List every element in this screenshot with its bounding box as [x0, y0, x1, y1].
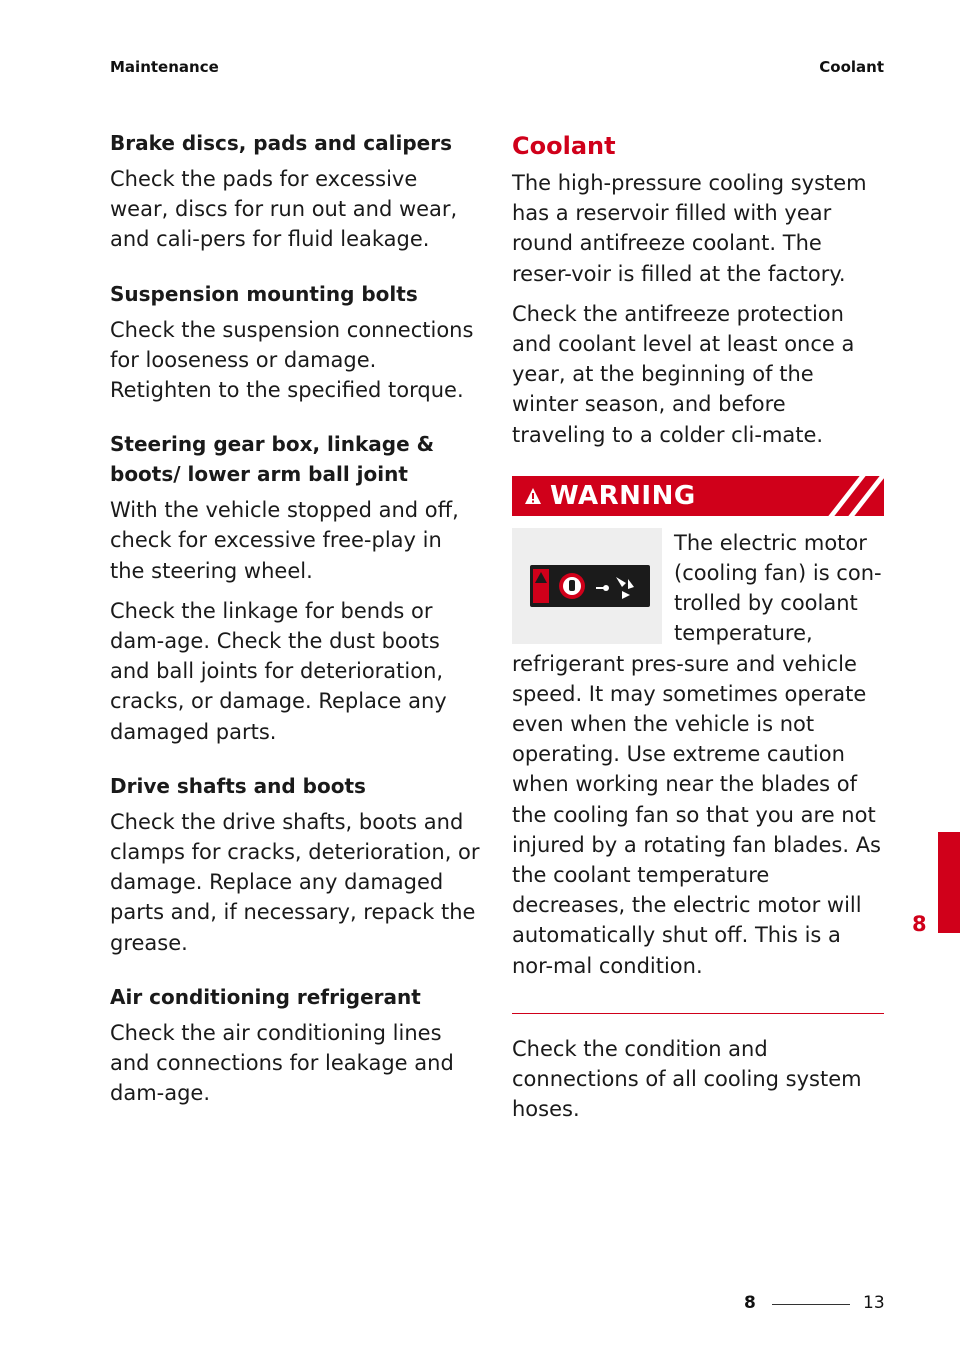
footer-chapter-number: 8	[744, 1293, 756, 1313]
warning-triangle-icon	[524, 487, 542, 505]
chapter-tab-number: 8	[912, 912, 927, 936]
section-title: Steering gear box, linkage & boots/ lower arm ball joint	[110, 432, 435, 487]
coolant-heading: Coolant	[512, 132, 616, 160]
right-column	[512, 128, 884, 1134]
chapter-tab	[938, 832, 960, 933]
running-header-chapter: Coolant	[819, 58, 884, 76]
paragraph: Check the pads for excessive wear, discs for run out and wear, and cali-pers for fluid leakage.	[110, 167, 458, 252]
left-column	[110, 128, 480, 1132]
paragraph: Check the suspension connections for looseness or damage. Retighten to the specified torque.	[110, 317, 474, 403]
paragraph: With the vehicle stopped and off, check for excessive free-play in the steering wheel.	[110, 498, 459, 583]
warning-label: WARNING	[550, 480, 696, 511]
footer-page-number: 13	[863, 1293, 885, 1313]
footer-divider	[772, 1304, 850, 1305]
caution-sticker-icon	[530, 565, 650, 607]
paragraph: Check the condition and connections of all cooling system hoses.	[512, 1036, 862, 1122]
section-brakes	[110, 128, 480, 255]
warning-text: The electric motor (cooling fan) is con-trolled by coolant temperature, refrigerant pres-sure and vehicle speed. It may sometimes operate even when the vehicle is not operating. Use extreme caution when working near the blades of the cooling fan so that you are not injured by a rotating fan blades. As the coolant temperature decreases, the electric motor will automatically shut off. This is a nor-mal condition.	[512, 530, 882, 978]
warning-body	[512, 528, 884, 991]
section-suspension	[110, 279, 480, 406]
section-air-conditioning	[110, 982, 480, 1109]
paragraph: The high-pressure cooling system has a reservoir filled with year round antifreeze coolant. The reser-voir is filled at the factory.	[512, 171, 867, 286]
section-title: Suspension mounting bolts	[110, 281, 418, 306]
paragraph: Check the linkage for bends or dam-age. Check the dust boots and ball joints for deterioration, cracks, or damage. Replace any damaged parts.	[110, 598, 447, 744]
warning-end-divider	[512, 1013, 884, 1014]
section-title: Drive shafts and boots	[110, 773, 366, 798]
section-title: Air conditioning refrigerant	[110, 984, 421, 1009]
paragraph: Check the air conditioning lines and connections for leakage and dam-age.	[110, 1020, 454, 1106]
section-steering	[110, 429, 480, 747]
section-title: Brake discs, pads and calipers	[110, 131, 453, 155]
paragraph: Check the drive shafts, boots and clamps for cracks, deterioration, or damage. Replace any damaged parts and, if necessary, repack the grease.	[110, 809, 480, 955]
running-header-section: Maintenance	[110, 58, 219, 76]
fan-warning-label-image	[512, 528, 662, 644]
caution-sticker	[530, 565, 650, 607]
section-drive-shafts	[110, 771, 480, 958]
warning-banner	[512, 476, 884, 516]
paragraph: Check the antifreeze protection and coolant level at least once a year, at the beginning of the winter season, and before traveling to a colder cli-mate.	[512, 301, 855, 447]
